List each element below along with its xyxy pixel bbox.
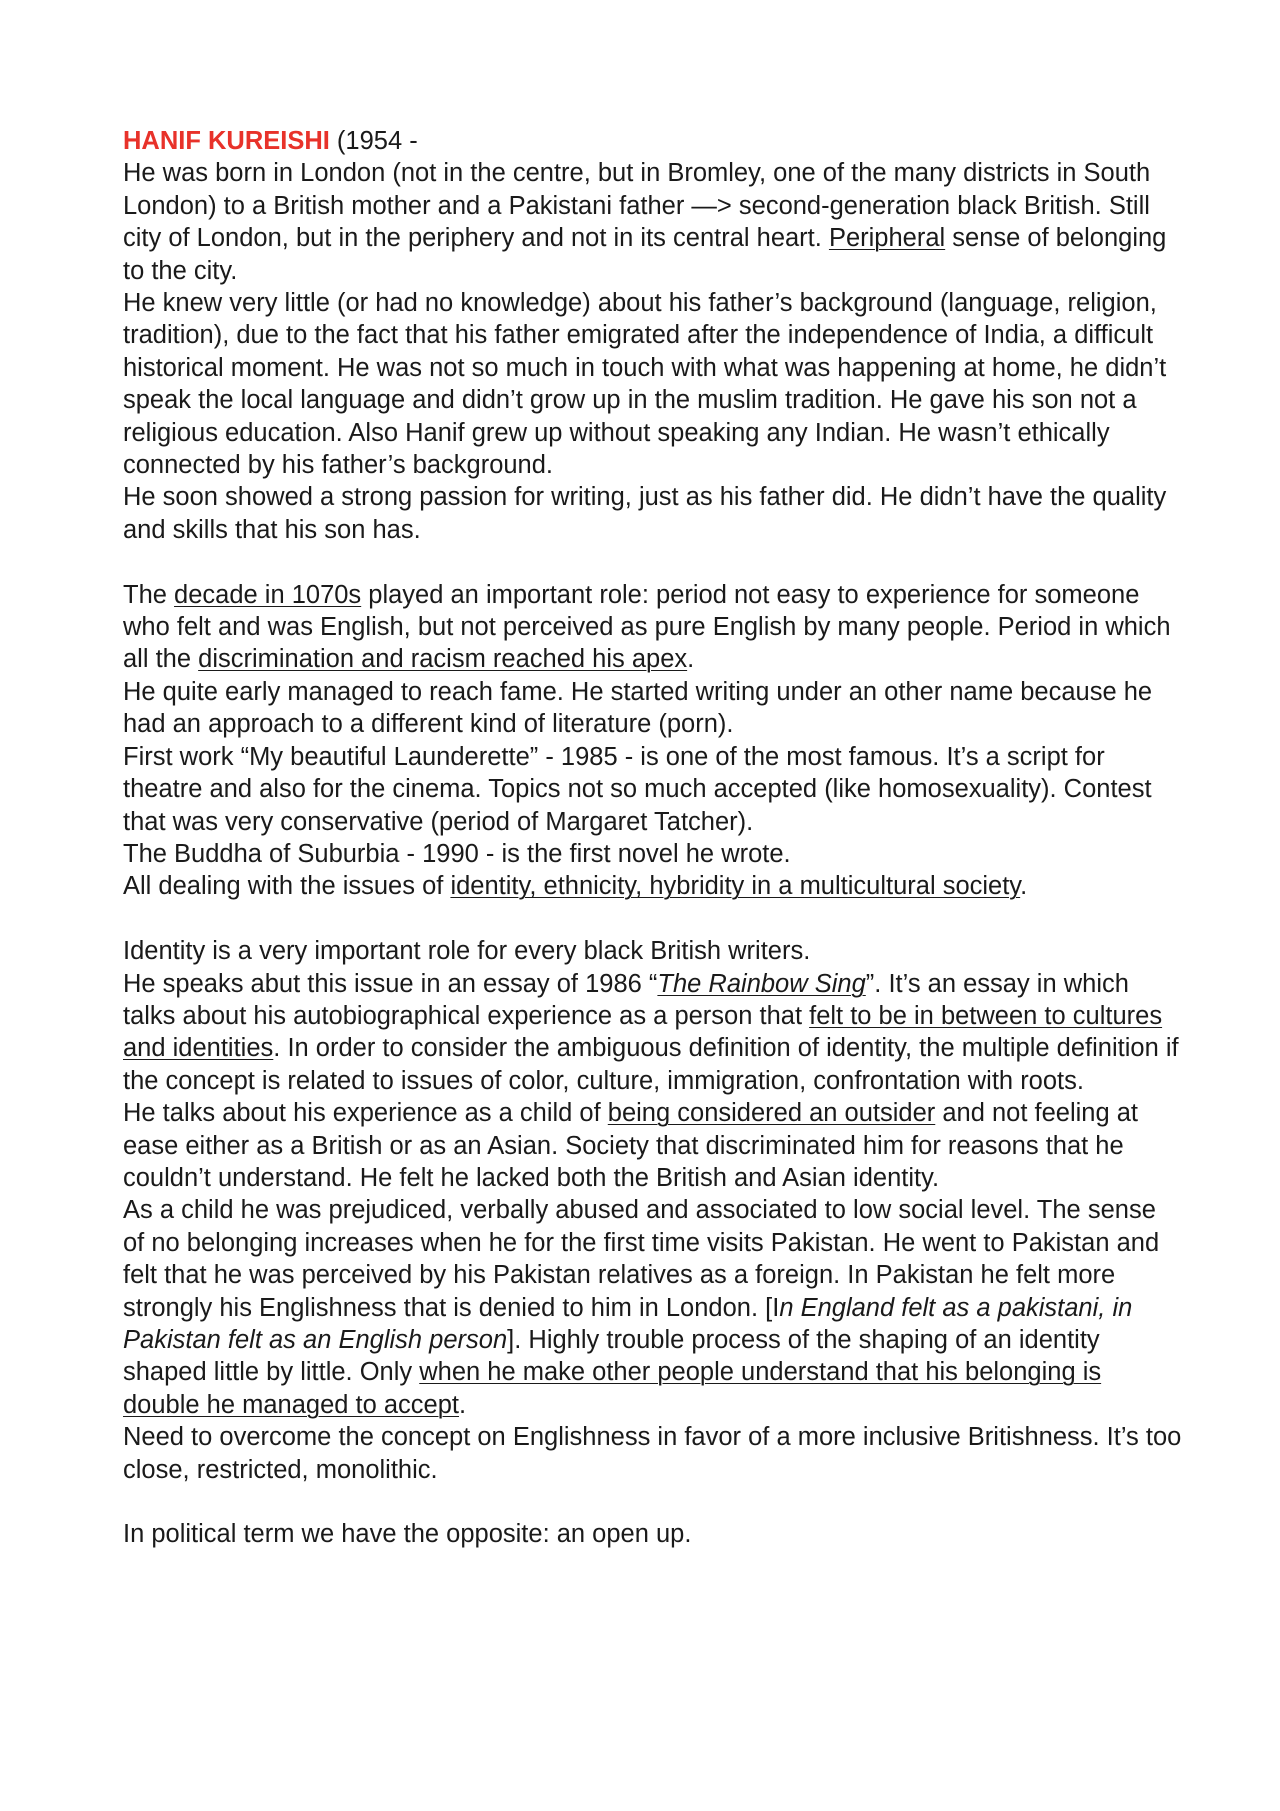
italic-text: n England felt as a pakistani, in Pakistan felt as an English person	[123, 1293, 1133, 1354]
text-span: .	[687, 645, 695, 674]
spacer	[123, 903, 1183, 935]
underlined-text: felt to be in between to cultures and identities	[123, 1001, 1163, 1063]
text-span: .	[459, 1390, 467, 1419]
text-span: .	[1020, 872, 1028, 901]
paragraph-identity: Identity is a very important role for every black British writers.	[123, 937, 811, 966]
text-span: All dealing with the issues of	[123, 872, 451, 901]
document-page	[123, 125, 1183, 1551]
underlined-text: being considered an outsider	[607, 1099, 936, 1128]
paragraph-childhood	[123, 1194, 1183, 1421]
text-span: He speaks abut this issue in an essay of 1986 “	[123, 969, 658, 998]
paragraph-birth	[123, 157, 1183, 287]
text-span: He talks about his experience as a child of	[123, 1099, 608, 1128]
text-span: He was born in London (not in the centre, but in Bromley, one of the many districts in South London) to a British mother and a Pakistani father —> second-generation black British. Still city of London, but in the periphery and not in its central heart.	[123, 159, 1151, 253]
author-name: HANIF KUREISHI	[123, 127, 330, 155]
paragraph-passion-writing: He soon showed a strong passion for writing, just as his father did. He didn’t have the quality and skills that his son has.	[123, 483, 1167, 544]
paragraph-fame: He quite early managed to reach fame. He started writing under an other name because he had an approach to a different kind of literature (porn).	[123, 677, 1153, 739]
underlined-text: decade in 1070s	[174, 580, 362, 609]
text-span: and not feeling at ease either as a British or as an Asian. Society that discriminated him for reasons that he couldn’t understand. He felt he lacked both the British and Asian identity.	[123, 1099, 1139, 1192]
spacer	[123, 1486, 1183, 1518]
underlined-text: discrimination and racism reached his apex	[198, 645, 688, 674]
spacer	[123, 546, 1183, 578]
text-span: The	[123, 580, 175, 609]
underlined-text: when he make other people understand that his belonging is double he managed to accept	[123, 1358, 1102, 1419]
paragraph-issues	[123, 870, 1183, 902]
heading	[123, 125, 1183, 157]
paragraph-political: In political term we have the opposite: an open up.	[123, 1520, 692, 1549]
underlined-italic-text: The Rainbow Sing	[657, 969, 866, 998]
paragraph-britishness: Need to overcome the concept on Englishness in favor of a more inclusive Britishness. It’s too close, restricted, monolithic.	[123, 1423, 1182, 1484]
text-span: As a child he was prejudiced, verbally abused and associated to low social level. The sense of no belonging increases when he for the first time visits Pakistan. He went to Pakistan and felt that he was perceived by his Pakistan relatives as a foreign. In Pakistan he felt more strongly his Englishness that is denied to him in London. [I	[123, 1196, 1160, 1322]
underlined-text: Peripheral	[828, 224, 946, 253]
author-dates: (1954 -	[329, 127, 418, 155]
text-span: ”. It’s an essay in which talks about his autobiographical experience as a person that	[123, 969, 1129, 1030]
paragraph-father-background: He knew very little (or had no knowledge) about his father’s background (language, religion, tradition), due to the fact that his father emigrated after the independence of India, a difficult historical moment. He was not so much in touch with what was happening at home, he didn’t speak the local language and didn’t grow up in the muslim tradition. He gave his son not a religious education. Also Hanif grew up without speaking any Indian. He wasn’t ethically connected by his father’s background.	[123, 289, 1167, 480]
paragraph-first-novel: The Buddha of Suburbia - 1990 - is the first novel he wrote.	[123, 839, 791, 868]
text-span: . In order to consider the ambiguous definition of identity, the multiple definition if the concept is related to issues of color, culture, immigration, confrontation with roots.	[123, 1034, 1179, 1095]
text-span: sense of belonging to the city.	[123, 224, 1167, 285]
underlined-text: identity, ethnicity, hybridity in a multicultural society	[450, 872, 1021, 901]
paragraph-first-work: First work “My beautiful Launderette” - 1985 - is one of the most famous. It’s a script for theatre and also for the cinema. Topics not so much accepted (like homosexuality). Contest that was very conservative (period of Margaret Tatcher).	[123, 742, 1152, 836]
paragraph-essay	[123, 968, 1183, 1098]
text-span: played an important role: period not easy to experience for someone who felt and was English, but not perceived as pure English by many people. Period in which all the	[123, 580, 1171, 674]
paragraph-outsider	[123, 1097, 1183, 1194]
text-span: ]. Highly trouble process of the shaping of an identity shaped little by little. Only	[123, 1326, 1100, 1387]
paragraph-decade	[123, 579, 1183, 676]
